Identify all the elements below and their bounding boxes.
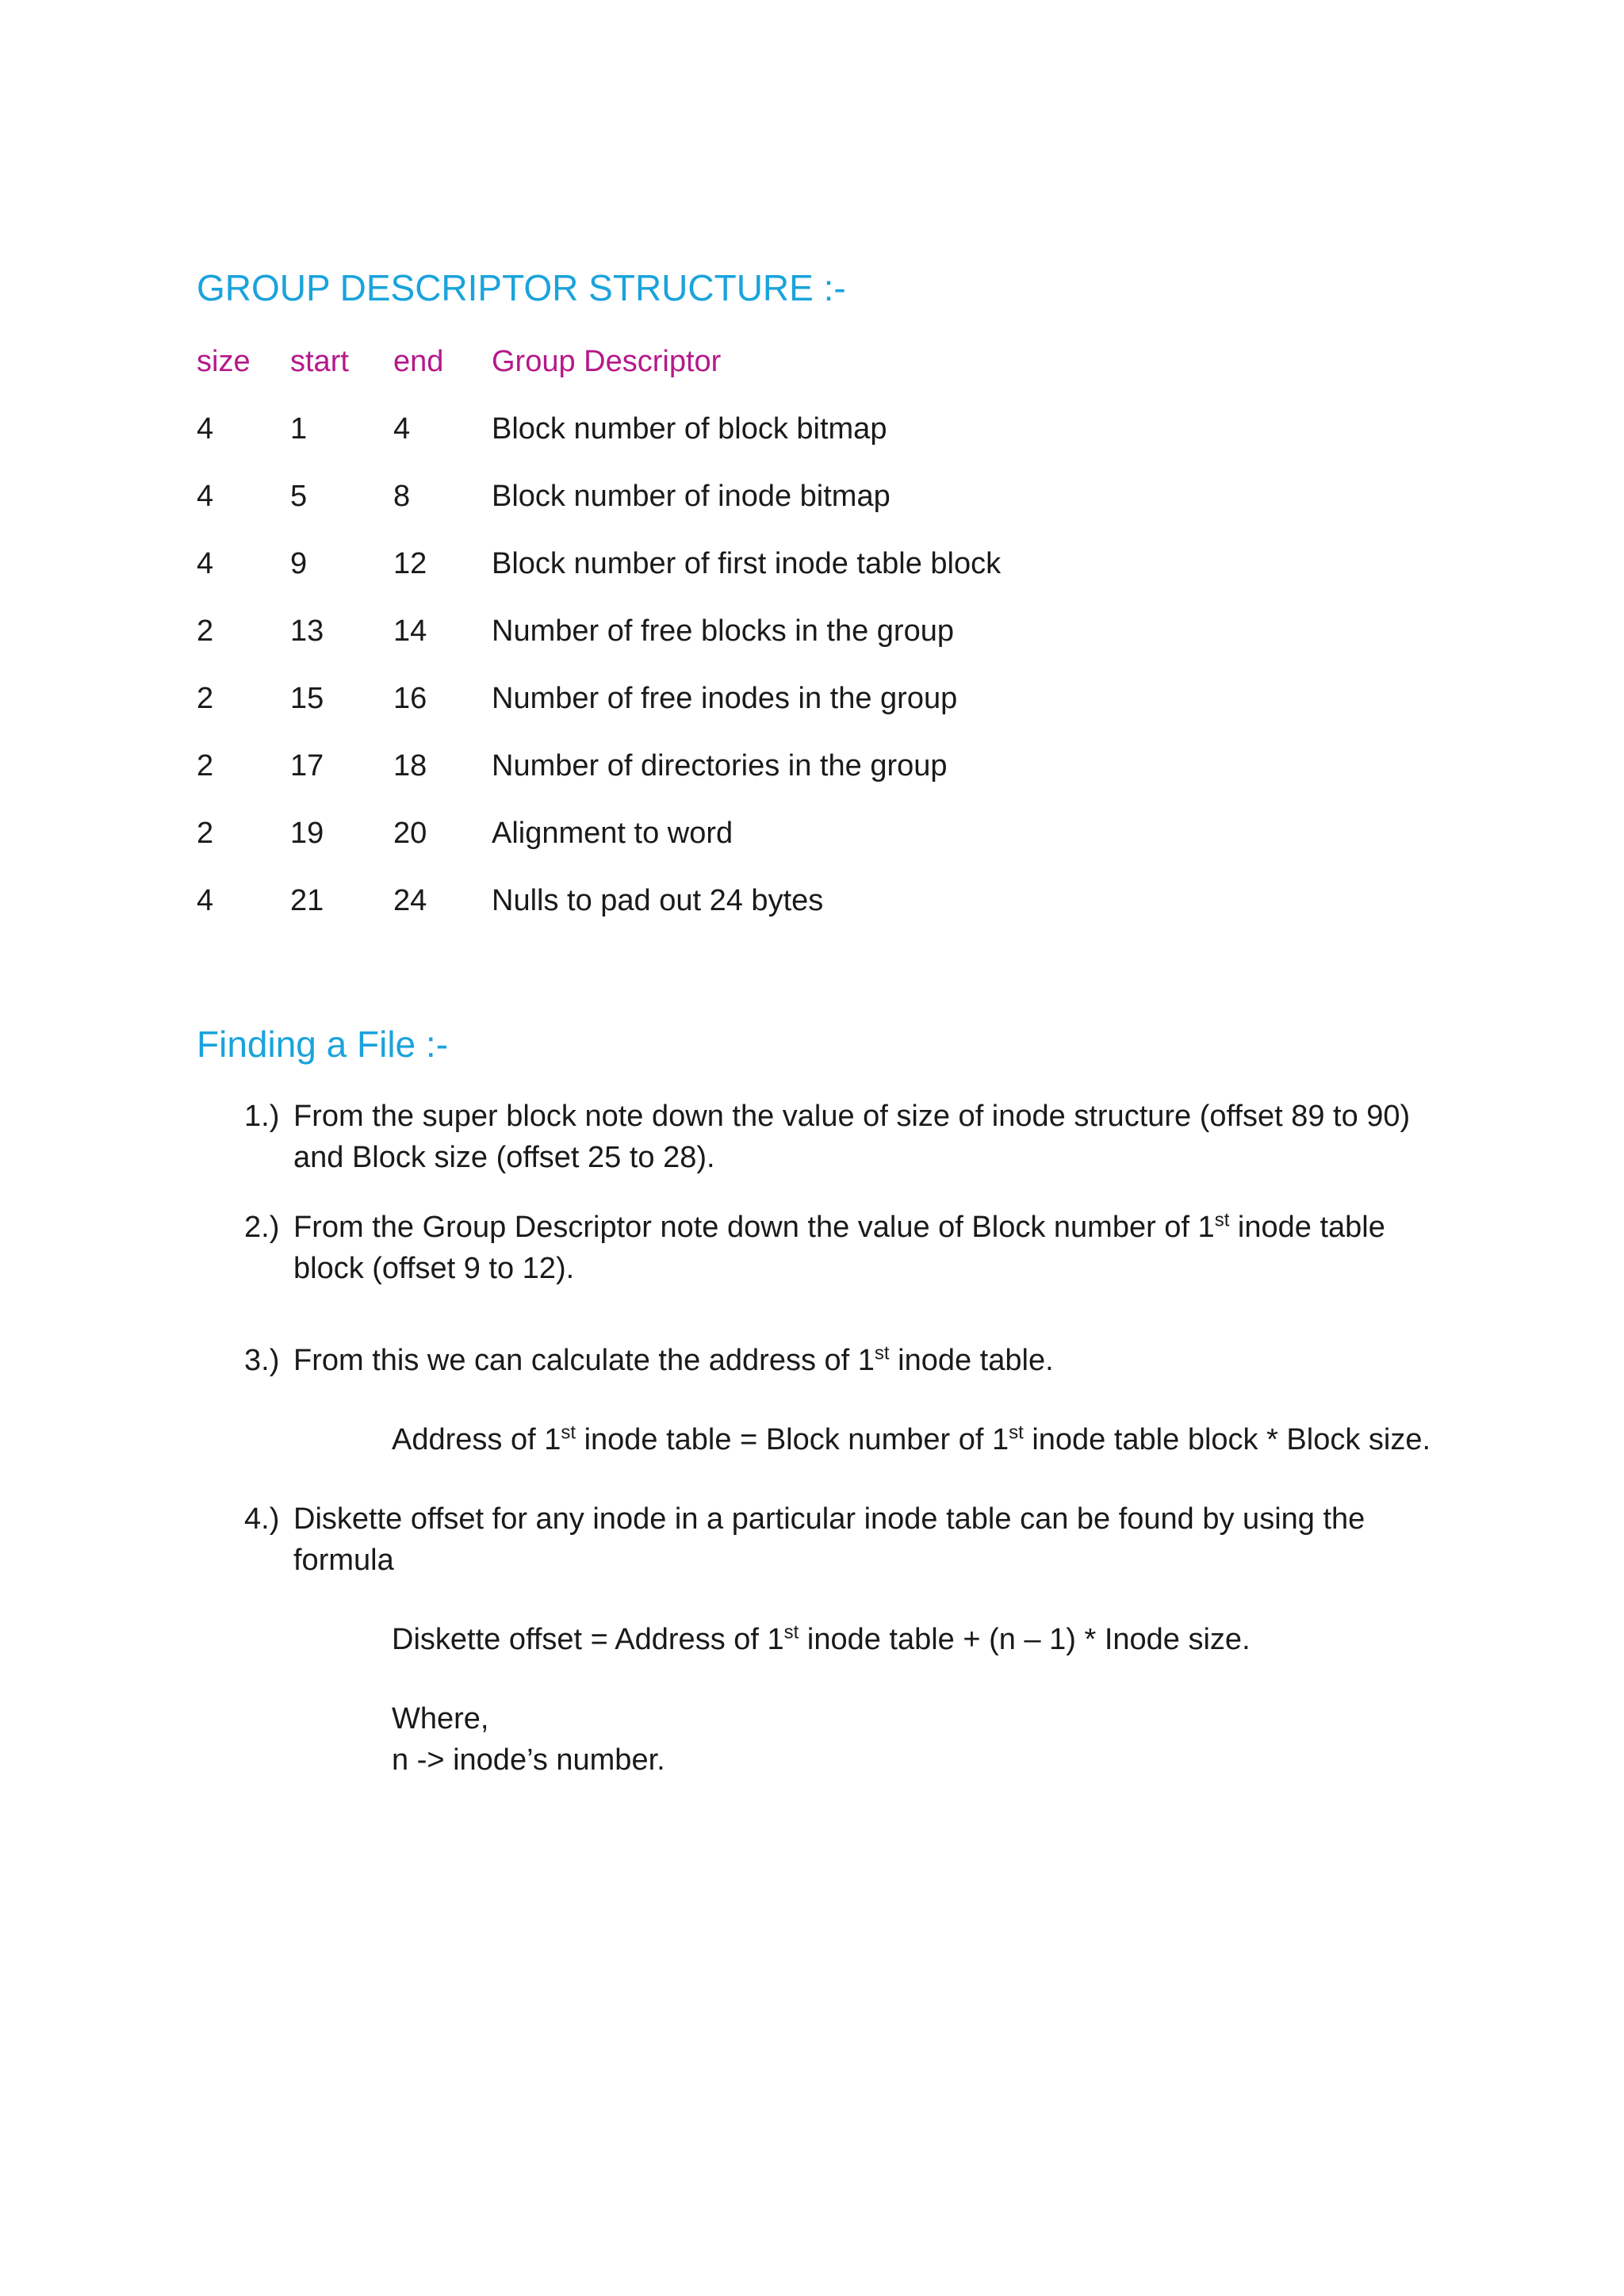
step-text-part: From the Group Descriptor note down the value of Block number of 1: [293, 1211, 1215, 1244]
cell-size: 2: [197, 682, 214, 715]
cell-size: 4: [197, 547, 214, 580]
step-text: [293, 1207, 1434, 1289]
cell-description: Number of free blocks in the group: [492, 614, 954, 648]
header-size: size: [197, 345, 251, 378]
step-number: 4.): [244, 1502, 280, 1536]
cell-end: 12: [393, 547, 427, 580]
cell-description: Alignment to word: [492, 817, 733, 850]
cell-size: 4: [197, 412, 214, 446]
address-formula: [293, 1419, 1434, 1460]
table-row: [197, 612, 1307, 679]
list-item: [244, 1340, 1434, 1460]
step-text-part: inode table block (offset 9 to 12).: [293, 1211, 1385, 1285]
step-number: 1.): [244, 1100, 280, 1133]
formula-part: inode table = Block number of 1: [576, 1423, 1009, 1456]
cell-description: Number of directories in the group: [492, 749, 948, 783]
formula-part: inode table block * Block size.: [1023, 1423, 1431, 1456]
finding-steps-list: [244, 1096, 1434, 1809]
cell-end: 4: [393, 412, 411, 446]
ordinal-superscript: st: [1214, 1209, 1230, 1231]
step-text-part: inode table.: [889, 1344, 1054, 1377]
ordinal-superscript: st: [874, 1342, 890, 1364]
section-title-finding-a-file: Finding a File :-: [197, 1024, 449, 1065]
cell-end: 20: [393, 817, 427, 850]
cell-end: 8: [393, 480, 411, 513]
variable-definition: [293, 1698, 1434, 1781]
cell-description: Nulls to pad out 24 bytes: [492, 884, 824, 917]
step-text: Diskette offset for any inode in a particular inode table can be found by using the formula: [293, 1502, 1365, 1577]
n-definition: n -> inode’s number.: [392, 1743, 665, 1777]
where-label: Where,: [392, 1702, 489, 1735]
cell-start: 9: [290, 547, 308, 580]
table-row: [197, 882, 1307, 949]
step-text: [293, 1340, 1434, 1381]
cell-end: 18: [393, 749, 427, 783]
header-end: end: [393, 345, 444, 378]
cell-start: 1: [290, 412, 308, 446]
ordinal-superscript: st: [561, 1422, 576, 1444]
cell-size: 2: [197, 749, 214, 783]
table-row: [197, 814, 1307, 882]
cell-description: Block number of block bitmap: [492, 412, 887, 446]
cell-size: 2: [197, 614, 214, 648]
cell-start: 19: [290, 817, 324, 850]
formula-part: Diskette offset = Address of 1: [392, 1623, 784, 1656]
cell-start: 15: [290, 682, 324, 715]
table-row: [197, 410, 1307, 477]
cell-end: 14: [393, 614, 427, 648]
cell-size: 2: [197, 817, 214, 850]
cell-start: 13: [290, 614, 324, 648]
list-item: [244, 1498, 1434, 1781]
ordinal-superscript: st: [1009, 1422, 1024, 1444]
cell-description: Block number of inode bitmap: [492, 480, 891, 513]
cell-start: 17: [290, 749, 324, 783]
formula-part: Address of 1: [392, 1423, 561, 1456]
cell-end: 24: [393, 884, 427, 917]
step-text-part: From this we can calculate the address of 1: [293, 1344, 875, 1377]
table-row: [197, 545, 1307, 612]
cell-size: 4: [197, 884, 214, 917]
cell-size: 4: [197, 480, 214, 513]
header-description: Group Descriptor: [492, 345, 722, 378]
table-header-row: [197, 342, 1307, 410]
cell-start: 21: [290, 884, 324, 917]
table-row: [197, 679, 1307, 747]
cell-description: Block number of first inode table block: [492, 547, 1002, 580]
step-number: 3.): [244, 1344, 280, 1377]
table-row: [197, 747, 1307, 814]
section-title-group-descriptor: GROUP DESCRIPTOR STRUCTURE :-: [197, 267, 846, 308]
step-number: 2.): [244, 1211, 280, 1244]
list-item: [244, 1207, 1434, 1289]
cell-start: 5: [290, 480, 308, 513]
step-text: From the super block note down the value of size of inode structure (offset 89 to 90) and Block size (offset 25 to 28).: [293, 1100, 1411, 1174]
list-item: [244, 1096, 1434, 1178]
header-start: start: [290, 345, 349, 378]
table-row: [197, 477, 1307, 545]
cell-end: 16: [393, 682, 427, 715]
ordinal-superscript: st: [783, 1621, 799, 1644]
formula-part: inode table + (n – 1) * Inode size.: [799, 1623, 1251, 1656]
diskette-offset-formula: [293, 1619, 1434, 1660]
cell-description: Number of free inodes in the group: [492, 682, 958, 715]
group-descriptor-table: [197, 342, 1307, 949]
